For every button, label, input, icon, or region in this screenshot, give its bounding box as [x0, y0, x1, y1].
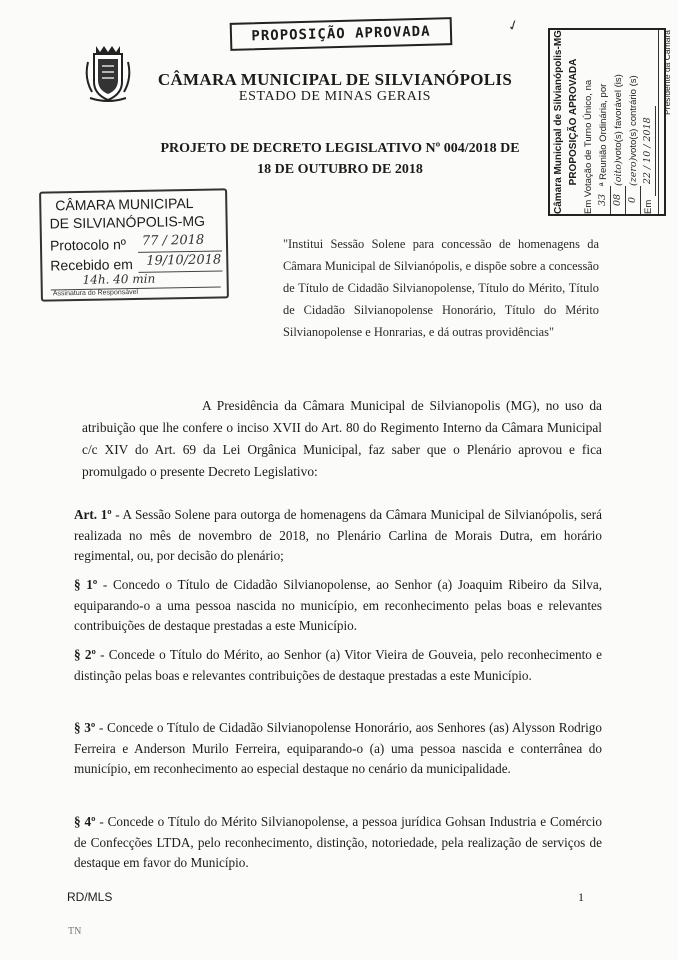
vstamp-line5 [611, 30, 626, 214]
ementa: "Institui Sessão Solene para concessão de homenagens da Câmara Municipal de Silvianópolis, e dispõe sobre a concessão de Título de Cidadão Silvianopolense, Título do Mérito, Título de Cidadão Silvianopolense Honorário, Título do Mérito Silvianopolense e Honrarias, e dá outras providências" [283, 237, 599, 339]
paragraph-1 [74, 575, 602, 637]
vertical-stamp-content [551, 30, 672, 214]
vstamp-favor-text: voto(s) favorável (is) [613, 74, 624, 161]
footer-reference: RD/MLS [67, 890, 113, 904]
protocol-stamp-line2: DE SILVIANÓPOLIS-MG [49, 212, 206, 232]
approved-stamp: PROPOSIÇÃO APROVADA [230, 17, 453, 51]
received-date-value: 19/10/2018 [146, 252, 222, 269]
intro-paragraph: A Presidência da Câmara Municipal de Silvianopolis (MG), no uso da atribuição que lhe confere o inciso XVII do Art. 80 do Regimento Interno da Câmara Municipal c/c XIV do Art. 69 da Lei Orgânica Municipal, faz saber que o Plenário aprovou e fica promulgado o presente Decreto Legislativo: [82, 398, 602, 479]
vstamp-line4 [596, 30, 611, 214]
protocol-number-label: Protocolo nº [49, 236, 127, 254]
paragraph-2-label: § 2º [74, 647, 96, 662]
vstamp-line1: Câmara Municipal de Silvianópolis-MG [553, 30, 564, 214]
project-title [120, 138, 560, 180]
vertical-approval-stamp [548, 28, 672, 216]
footer-faint-mark: TN [68, 926, 82, 937]
vstamp-line7 [641, 30, 656, 214]
vstamp-against-words: (zero) [628, 157, 639, 186]
paragraph-4-text: - Concede o Título do Mérito Silvianopolense, a pessoa jurídica Gohsan Industria e Comércio de Confecções LTDA, pelo reconhecimento, distinção, notoriedade, pela realização de serviços de destaque em favor do Município. [74, 814, 602, 870]
vstamp-line3: Em Votação de Turno Único, na [583, 79, 594, 214]
vstamp-session-text: ª Reunião Ordinária, por [598, 83, 609, 186]
paragraph-3 [74, 718, 602, 780]
article-1-text: - A Sessão Solene para outorga de homenagens da Câmara Municipal de Silvianópolis, será realizada no mês de novembro de 2018, no Plenário Carlina de Morais Dutra, em horário regimental, ou, por decisão do plenário; [74, 507, 602, 563]
vstamp-date: 22 / 10 / 2018 [641, 106, 656, 196]
vstamp-line8: Presidente da Câmara [658, 30, 674, 214]
protocol-stamp [39, 188, 229, 301]
vstamp-favor-count: 08 [611, 186, 626, 214]
paragraph-3-text: - Concede o Título de Cidadão Silvianopolense Honorário, aos Senhores (as) Alysson Rodrigo Ferreira e Anderson Murilo Ferreira, equiparando-o (a) uma pessoa nascida e conterrânea do município, em reconhecimento ao especial destaque no cenário da municipalidade. [74, 720, 602, 776]
vstamp-favor-words: (oito) [613, 160, 624, 186]
protocol-stamp-line1: CÂMARA MUNICIPAL [55, 194, 194, 214]
paragraph-3-label: § 3º [74, 720, 96, 735]
check-mark-icon: ✓ [505, 17, 522, 36]
vstamp-line2: PROPOSIÇÃO APROVADA [568, 58, 579, 186]
article-1-label: Art. 1º [74, 507, 112, 522]
protocol-number-value: 77 / 2018 [141, 232, 205, 249]
paragraph-1-text: - Concedo o Título de Cidadão Silvianopolense, ao Senhor (a) Joaquim Ribeiro da Silva, equiparando-o a uma pessoa nascida no município, em reconhecimento pelas boas e relevantes contribuições de destaque prestadas a este Município. [74, 577, 602, 633]
vstamp-against-text: voto(s) contrário (s) [628, 75, 639, 158]
paragraph-4-label: § 4º [74, 814, 96, 829]
state-subtitle: ESTADO DE MINAS GERAIS [238, 89, 432, 104]
chamber-title: CÂMARA MUNICIPAL DE SILVIANÓPOLIS [157, 70, 513, 89]
coat-of-arms-icon [82, 42, 134, 104]
vstamp-date-prefix: Em [643, 199, 654, 214]
article-1 [74, 505, 602, 567]
project-title-line2: 18 DE OUTUBRO DE 2018 [257, 162, 423, 177]
vstamp-session-number: 33 [596, 186, 611, 214]
paragraph-1-label: § 1º [74, 577, 98, 592]
paragraph-4 [74, 812, 602, 874]
protocol-footer: Assinatura do Responsável [52, 288, 139, 298]
paragraph-2-text: - Concede o Título do Mérito, ao Senhor (a) Vitor Vieira de Gouveia, pelo reconhecimento e distinção pelas boas e relevantes contribuições de destaque prestadas a este Município. [74, 647, 602, 683]
paragraph-2 [74, 645, 602, 686]
project-title-line1: PROJETO DE DECRETO LEGISLATIVO Nº 004/2018 DE [160, 141, 520, 156]
page-number: 1 [578, 890, 584, 904]
vstamp-line6 [626, 30, 641, 214]
received-label: Recebido em [50, 256, 133, 274]
received-time-value: 14h. 40 min [82, 271, 156, 287]
vstamp-against-count: 0 [626, 186, 641, 214]
